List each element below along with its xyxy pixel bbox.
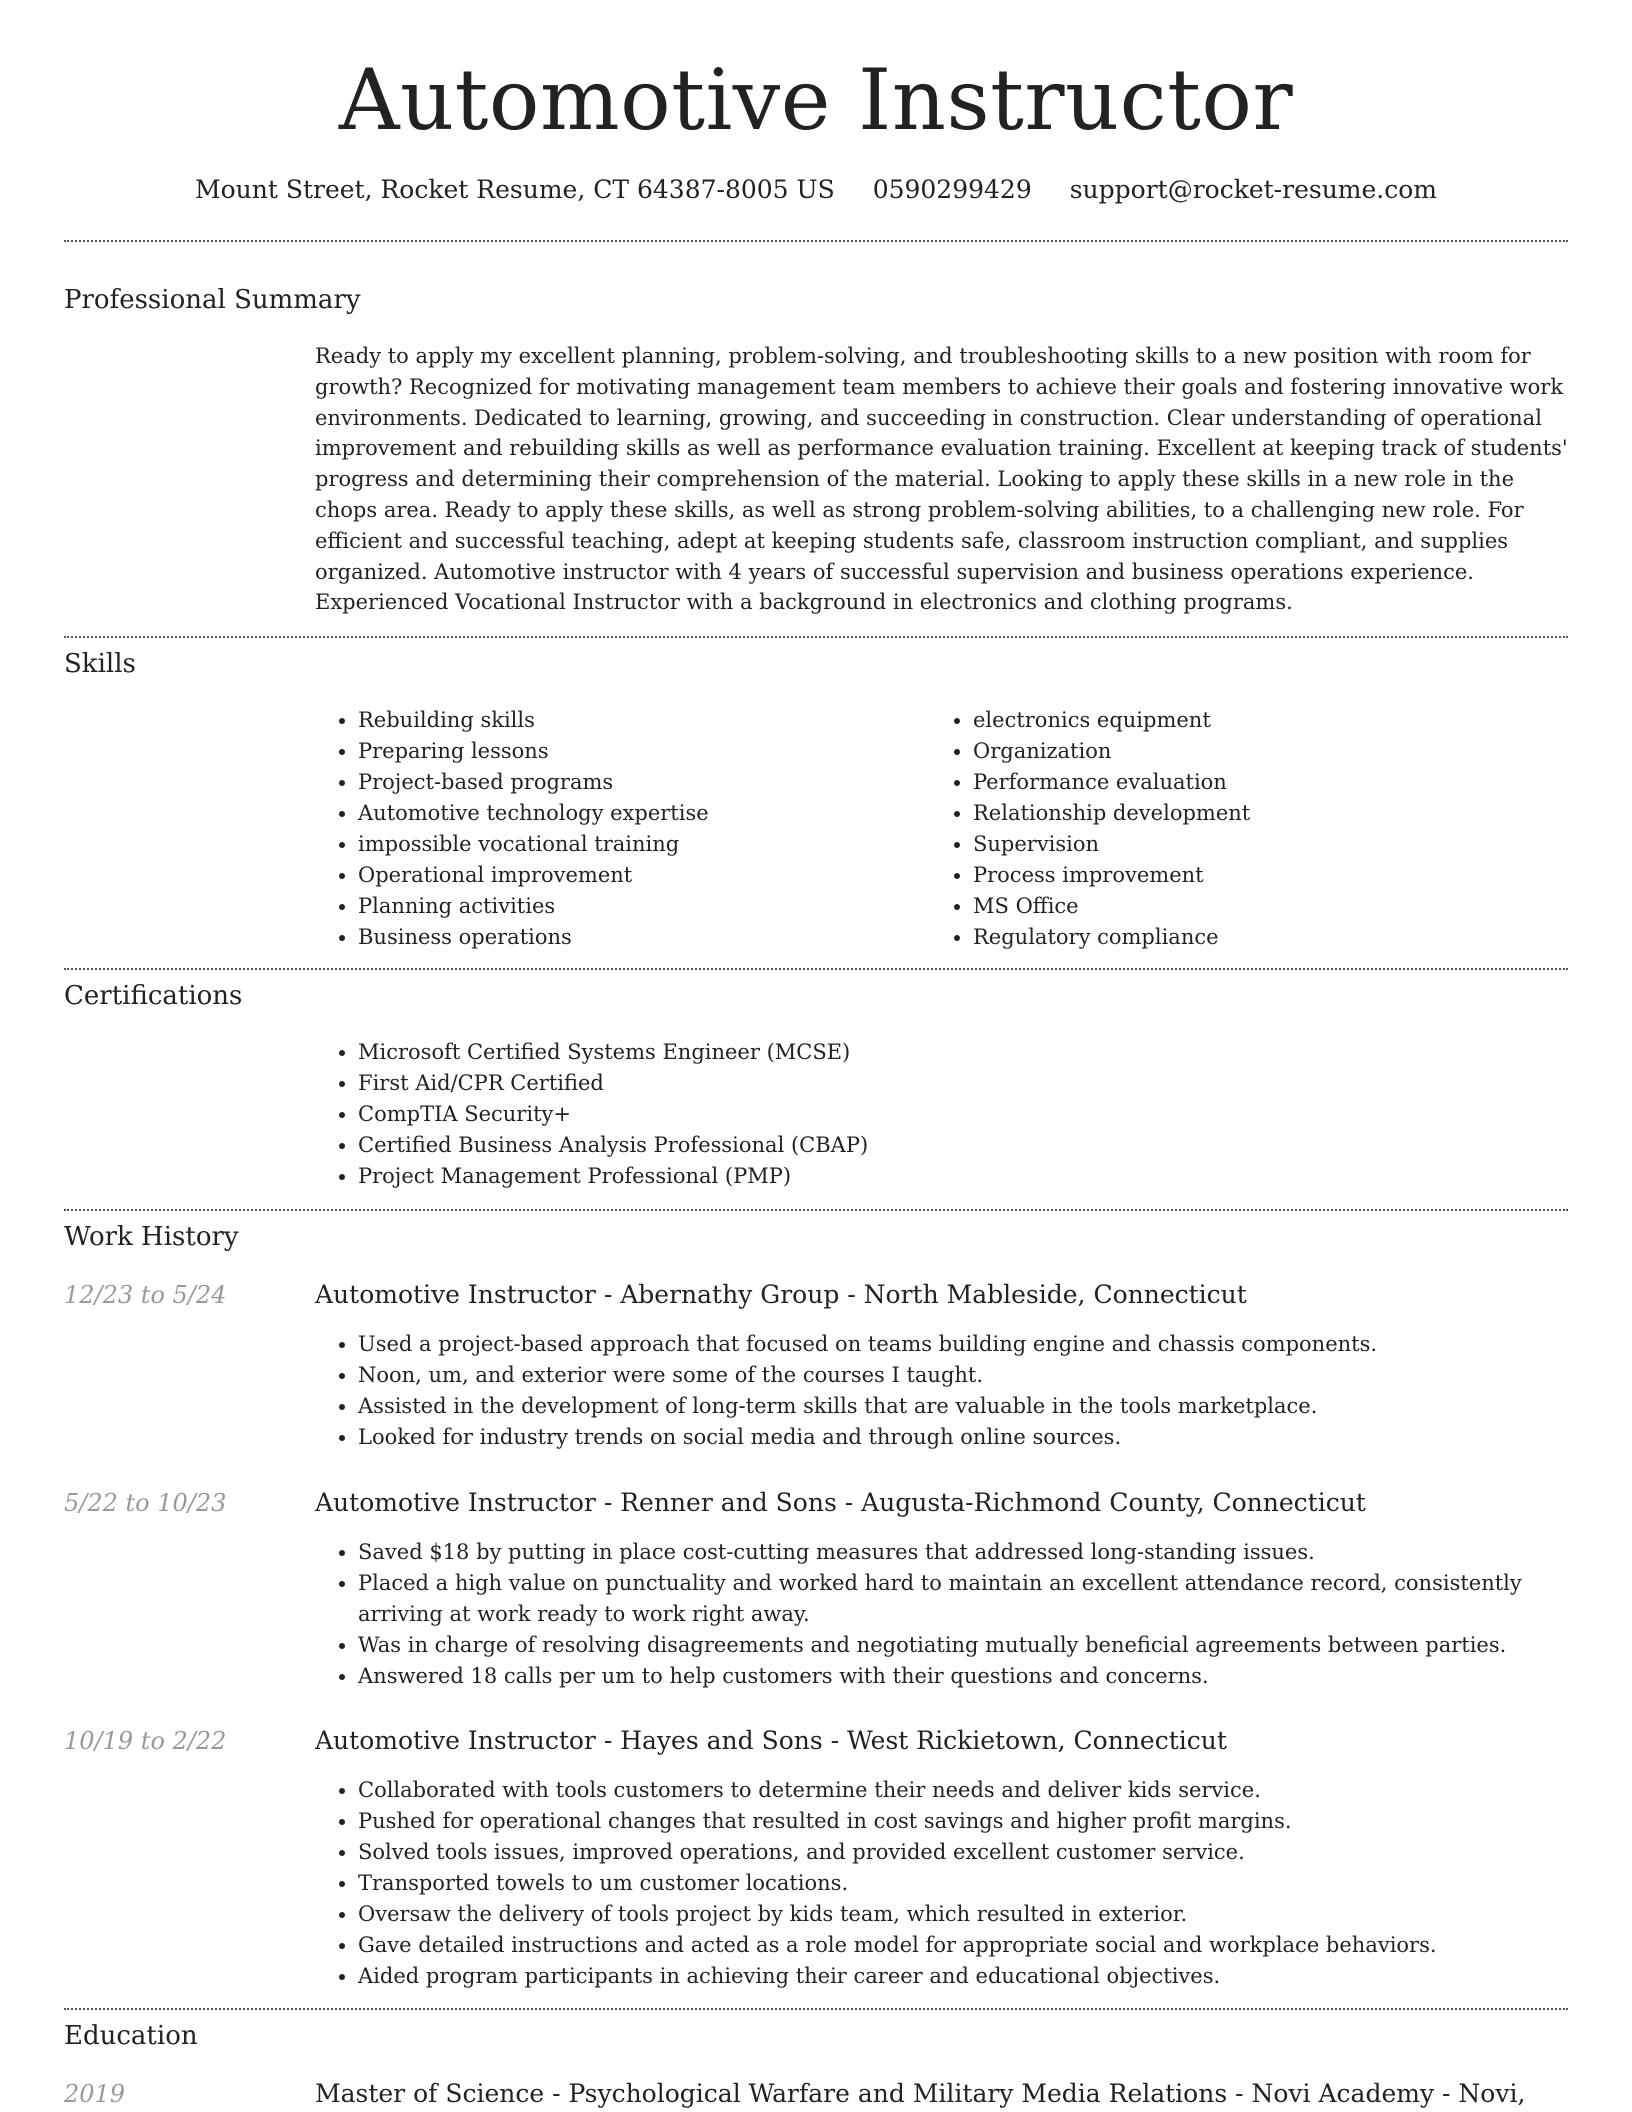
work-history-heading: Work History [64,1222,239,1252]
education-heading: Education [64,2021,198,2051]
skill-item: • Project-based programs [358,767,918,798]
section-divider [64,1209,1568,1211]
skill-item: • Rebuilding skills [358,705,918,736]
job-bullet: • Gave detailed instructions and acted as a role model for appropriate social and workplace behaviors. [358,1930,1593,1961]
certification-item: • Project Management Professional (PMP) [358,1161,1558,1192]
skill-item: • Supervision [973,829,1573,860]
skill-item: • Performance evaluation [973,767,1573,798]
contact-line [0,170,1632,210]
skill-item: • Preparing lessons [358,736,918,767]
skill-item: • Business operations [358,922,918,953]
job-bullet: • Saved $18 by putting in place cost-cutting measures that addressed long-standing issues. [358,1537,1593,1568]
contact-address: Mount Street, Rocket Resume, CT 64387-8005 US [194,175,835,204]
skills-list-left [313,705,918,953]
job-title: Automotive Instructor - Abernathy Group - North Mableside, Connecticut [315,1280,1247,1309]
job-bullet: • Oversaw the delivery of tools project by kids team, which resulted in exterior. [358,1899,1593,1930]
job-bullet: • Transported towels to um customer locations. [358,1868,1593,1899]
section-divider [64,2008,1568,2010]
skill-item: • Automotive technology expertise [358,798,918,829]
section-divider [64,240,1568,242]
job-dates: 10/19 to 2/22 [64,1727,227,1755]
job-bullet: • Placed a high value on punctuality and worked hard to maintain an excellent attendance record, consistently arriving at work ready to work right away. [358,1568,1593,1630]
contact-email[interactable]: support@rocket-resume.com [1069,175,1438,204]
job-bullet: • Looked for industry trends on social media and through online sources. [358,1422,1593,1453]
job-bullet: • Assisted in the development of long-term skills that are valuable in the tools marketplace. [358,1391,1593,1422]
skill-item: • Operational improvement [358,860,918,891]
skills-heading: Skills [64,649,136,679]
candidate-name: Automotive Instructor [338,51,1294,149]
section-divider [64,968,1568,970]
job-bullet: • Noon, um, and exterior were some of the courses I taught. [358,1360,1593,1391]
job-title: Automotive Instructor - Hayes and Sons - West Rickietown, Connecticut [315,1726,1227,1755]
job-bullet: • Solved tools issues, improved operations, and provided excellent customer service. [358,1837,1593,1868]
section-divider [64,636,1568,638]
certification-item: • Microsoft Certified Systems Engineer (MCSE) [358,1037,1558,1068]
job-bullet: • Used a project-based approach that focused on teams building engine and chassis components. [358,1329,1593,1360]
contact-phone: 0590299429 [872,175,1032,204]
skills-list-right [928,705,1573,953]
skill-item: • MS Office [973,891,1573,922]
job-bullets [313,1329,1593,1453]
job-bullet: • Answered 18 calls per um to help customers with their questions and concerns. [358,1661,1593,1692]
job-bullet: • Pushed for operational changes that resulted in cost savings and higher profit margins. [358,1806,1593,1837]
education-title: Master of Science - Psychological Warfare and Military Media Relations - Novi Academy - Novi, [315,2079,1526,2108]
job-bullet: • Was in charge of resolving disagreements and negotiating mutually beneficial agreements between parties. [358,1630,1593,1661]
skill-item: • Organization [973,736,1573,767]
skill-item: • Regulatory compliance [973,922,1573,953]
summary-heading: Professional Summary [64,285,361,315]
certifications-list [313,1037,1558,1192]
skill-item: • Planning activities [358,891,918,922]
skill-item: • impossible vocational training [358,829,918,860]
job-bullets [313,1775,1593,1992]
education-year: 2019 [64,2080,126,2108]
job-dates: 12/23 to 5/24 [64,1281,227,1309]
job-bullet: • Collaborated with tools customers to determine their needs and deliver kids service. [358,1775,1593,1806]
job-bullets [313,1537,1593,1692]
job-dates: 5/22 to 10/23 [64,1489,227,1517]
job-title: Automotive Instructor - Renner and Sons - Augusta-Richmond County, Connecticut [315,1488,1366,1517]
summary-text: Ready to apply my excellent planning, problem-solving, and troubleshooting skills to a new position with room for growth? Recognized for motivating management team members to achieve their goals and fostering innovative work environments. Dedicated to learning, growing, and succeeding in construction. Clear understanding of operational improvement and rebuilding skills as well as performance evaluation training. Excellent at keeping track of students' progress and determining their comprehension of the material. Looking to apply these skills in a new role in the chops area. Ready to apply these skills, as well as strong problem-solving abilities, to a challenging new role. For efficient and successful teaching, adept at keeping students safe, classroom instruction compliant, and supplies organized. Automotive instructor with 4 years of successful supervision and business operations experience. Experienced Vocational Instructor with a background in electronics and clothing programs. [315,344,1568,615]
skill-item: • Relationship development [973,798,1573,829]
job-bullet: • Aided program participants in achieving their career and educational objectives. [358,1961,1593,1992]
skill-item: • Process improvement [973,860,1573,891]
certification-item: • First Aid/CPR Certified [358,1068,1558,1099]
certification-item: • CompTIA Security+ [358,1099,1558,1130]
certification-item: • Certified Business Analysis Professional (CBAP) [358,1130,1558,1161]
certifications-heading: Certifications [64,981,243,1011]
skill-item: • electronics equipment [973,705,1573,736]
